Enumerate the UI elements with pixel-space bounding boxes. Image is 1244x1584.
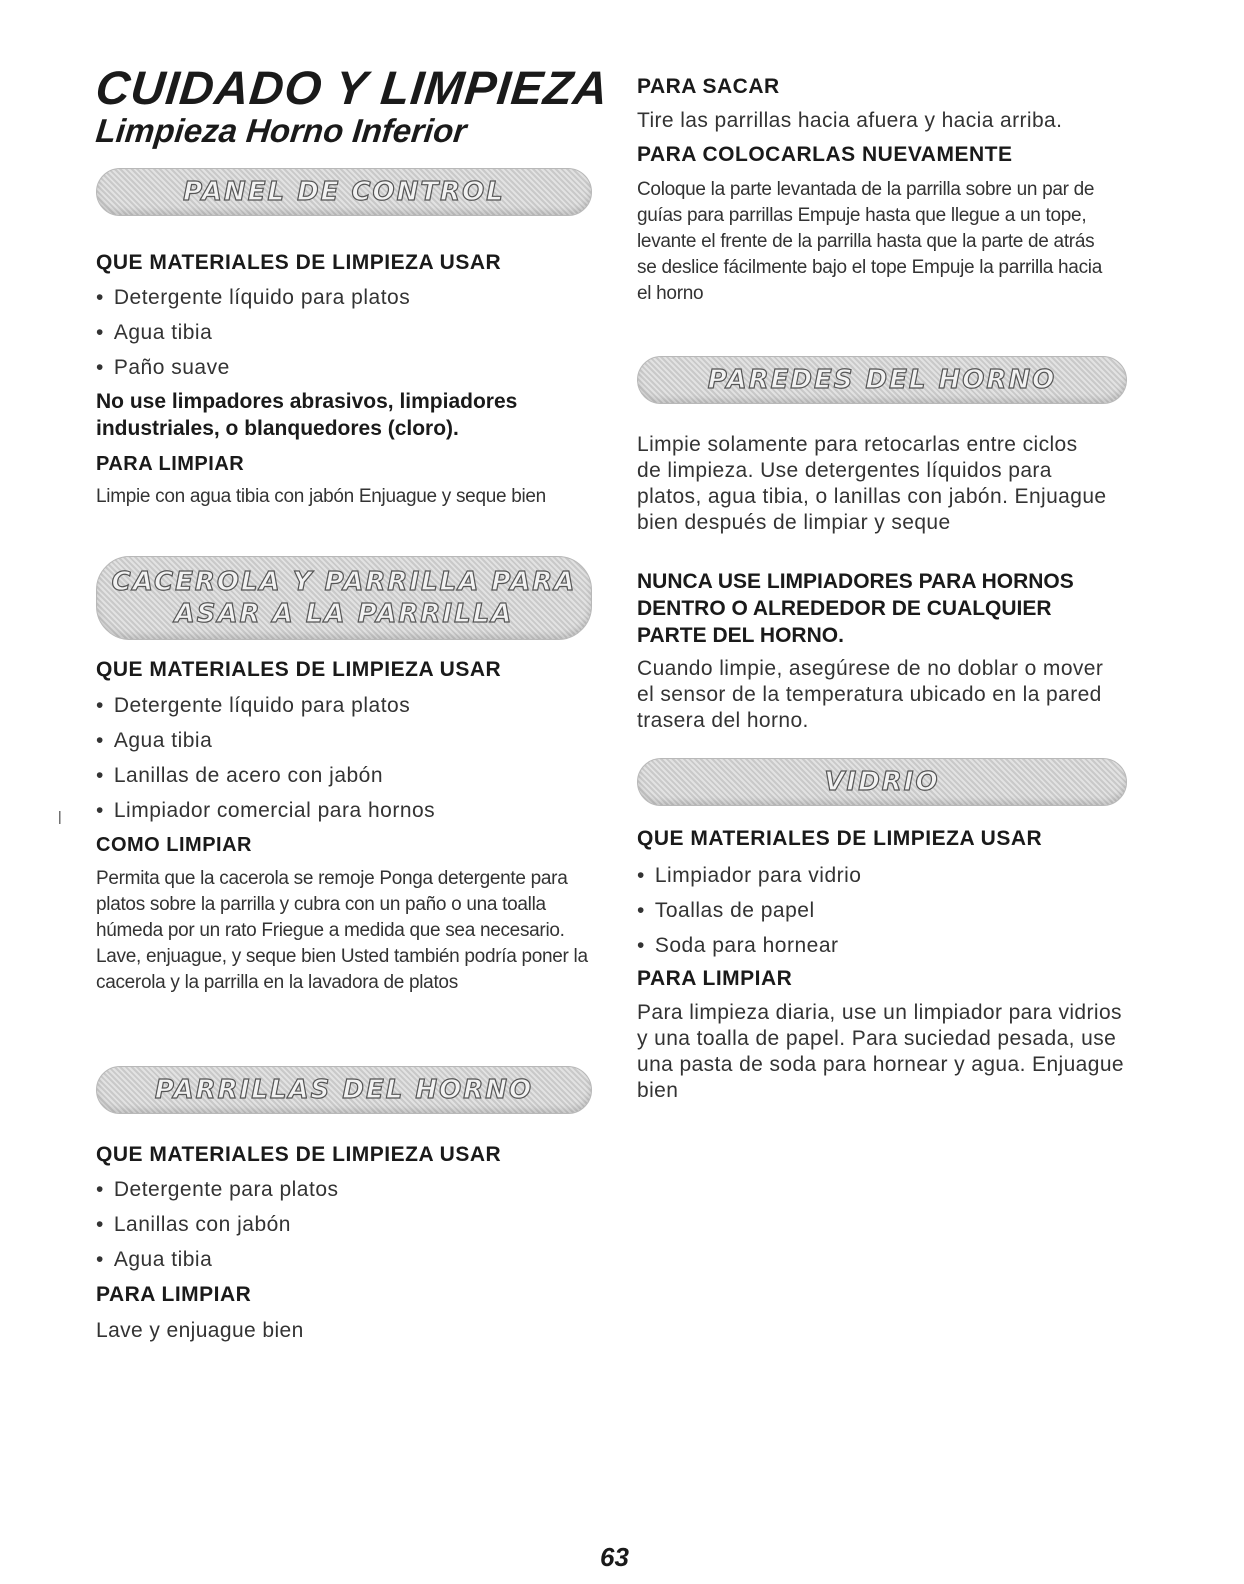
list-item: • Lanillas de acero con jabón — [96, 758, 435, 793]
glass-clean-heading: PARA LIMPIAR — [637, 967, 793, 990]
list-item: • Limpiador comercial para hornos — [96, 793, 435, 828]
list-item: • Limpiador para vidrio — [637, 858, 861, 893]
banner-cacerola-parrilla — [96, 556, 592, 640]
banner-line-1: CACEROLA Y PARRILLA PARA — [111, 567, 577, 597]
banner-vidrio-text: VIDRIO — [824, 767, 940, 797]
banner-panel-de-control-text: PANEL DE CONTROL — [183, 177, 505, 207]
replace-text: Coloque la parte levantada de la parrilla sobre un par de guías para parrillas Empuje hasta que llegue a un tope, levante el frente de la parrilla hasta que la parte de atrás se deslice fácilmente bajo el tope Empuje la parrilla hacia el horno — [637, 179, 1102, 304]
banner-parrillas-del-horno — [96, 1066, 592, 1114]
banner-line-2: ASAR A LA PARRILLA — [174, 599, 514, 629]
banner-cacerola-parrilla-text — [112, 566, 577, 630]
list-item: • Toallas de papel — [637, 893, 861, 928]
banner-paredes-text: PAREDES DEL HORNO — [707, 365, 1057, 395]
broiler-materials-heading: QUE MATERIALES DE LIMPIEZA USAR — [96, 658, 502, 681]
list-item: • Detergente para platos — [96, 1172, 339, 1207]
broiler-how-text: Permita que la cacerola se remoje Ponga detergente para platos sobre la parrilla y cubra con un paño o una toalla húmeda por un rato Friegue a medida que sea necesario. Lave, enjuague, y seque bien Usted también podría poner la cacerola y la parrilla en la lavadora de platos — [96, 868, 588, 993]
banner-vidrio — [637, 758, 1127, 806]
subtitle: Limpieza Horno Inferior — [94, 112, 469, 149]
list-item: • Soda para hornear — [637, 928, 861, 963]
racks-materials-heading: QUE MATERIALES DE LIMPIEZA USAR — [96, 1143, 502, 1166]
panel-materials-list — [96, 280, 410, 385]
glass-clean-text: Para limpieza diaria, use un limpiador para vidrios y una toalla de papel. Para suciedad pesada, use una pasta de soda para hornear y agua. Enjuague bien — [637, 1001, 1124, 1102]
remove-heading: PARA SACAR — [637, 75, 780, 98]
walls-warning: NUNCA USE LIMPIADORES PARA HORNOS DENTRO O ALREDEDOR DE CUALQUIER PARTE DEL HORNO. — [637, 570, 1074, 647]
banner-panel-de-control — [96, 168, 592, 216]
page-number: 63 — [600, 1542, 629, 1572]
panel-warning: No use limpadores abrasivos, limpiadores industriales, o blanquedores (cloro). — [96, 390, 518, 440]
panel-materials-heading: QUE MATERIALES DE LIMPIEZA USAR — [96, 251, 502, 274]
broiler-how-heading: COMO LIMPIAR — [96, 834, 252, 856]
list-item: • Agua tibia — [96, 1242, 339, 1277]
margin-mark: | — [58, 808, 62, 824]
panel-clean-text: Limpie con agua tibia con jabón Enjuague y seque bien — [96, 486, 546, 507]
list-item: • Lanillas con jabón — [96, 1207, 339, 1242]
banner-parrillas-text: PARRILLAS DEL HORNO — [154, 1075, 534, 1105]
list-item: • Detergente líquido para platos — [96, 688, 435, 723]
racks-clean-heading: PARA LIMPIAR — [96, 1283, 252, 1306]
list-item: • Paño suave — [96, 350, 410, 385]
list-item: • Agua tibia — [96, 723, 435, 758]
glass-materials-heading: QUE MATERIALES DE LIMPIEZA USAR — [637, 827, 1043, 850]
glass-materials-list — [637, 858, 861, 963]
list-item: • Detergente líquido para platos — [96, 280, 410, 315]
replace-heading: PARA COLOCARLAS NUEVAMENTE — [637, 143, 1013, 166]
broiler-materials-list — [96, 688, 435, 828]
panel-clean-heading: PARA LIMPIAR — [96, 453, 245, 475]
banner-paredes-del-horno — [637, 356, 1127, 404]
racks-materials-list — [96, 1172, 339, 1277]
main-title: CUIDADO Y LIMPIEZA — [93, 61, 612, 114]
racks-clean-text: Lave y enjuague bien — [96, 1319, 304, 1342]
walls-text: Limpie solamente para retocarlas entre ciclos de limpieza. Use detergentes líquidos para platos, agua tibia, o lanillas con jabón. Enjuague bien después de limpiar y seque — [637, 433, 1107, 534]
walls-note: Cuando limpie, asegúrese de no doblar o mover el sensor de la temperatura ubicado en la pared trasera del horno. — [637, 657, 1104, 732]
remove-text: Tire las parrillas hacia afuera y hacia arriba. — [637, 109, 1063, 132]
list-item: • Agua tibia — [96, 315, 410, 350]
